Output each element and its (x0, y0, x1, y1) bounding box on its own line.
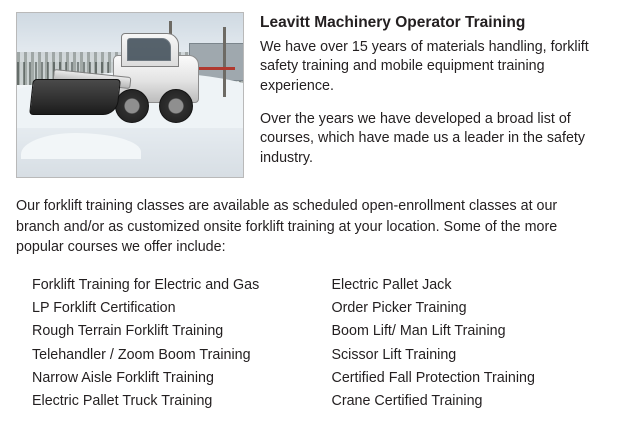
post-right (223, 27, 226, 97)
list-item: Certified Fall Protection Training (331, 369, 535, 386)
list-item: Order Picker Training (331, 300, 467, 317)
skid-steer-loader-clearing-snow-photo (16, 12, 244, 178)
loader-wheel-rear (159, 89, 193, 123)
page-title: Leavitt Machinery Operator Training (260, 14, 526, 31)
list-item: Electric Pallet Truck Training (32, 392, 213, 409)
course-column-left (16, 274, 310, 413)
course-list (16, 274, 603, 413)
list-item: Narrow Aisle Forklift Training (32, 369, 214, 386)
list-item: Scissor Lift Training (331, 346, 457, 363)
cab-window (127, 38, 171, 61)
list-item: Crane Certified Training (331, 392, 483, 409)
header-section (16, 12, 603, 178)
course-column-right (310, 274, 604, 413)
list-item: Telehandler / Zoom Boom Training (32, 346, 251, 363)
list-item: Rough Terrain Forklift Training (32, 323, 224, 340)
list-item: LP Forklift Certification (32, 300, 176, 317)
list-item: Boom Lift/ Man Lift Training (331, 323, 506, 340)
header-text-block (260, 12, 603, 169)
loader-bucket (29, 79, 121, 115)
list-item: Electric Pallet Jack (331, 277, 452, 294)
list-item: Forklift Training for Electric and Gas (32, 277, 260, 294)
loader-wheel-front (115, 89, 149, 123)
intro-paragraph: Our forklift training classes are available as scheduled open-enrollment classes at our branch and/or as customized onsite forklift training at your location. Some of the more popular courses we offer include: (16, 198, 558, 256)
header-paragraph-2: Over the years we have developed a broad list of courses, which have made us a leader in the safety industry. (260, 110, 586, 167)
header-paragraph-1: We have over 15 years of materials handling, forklift safety training and mobile equipment training experience. (260, 38, 589, 95)
